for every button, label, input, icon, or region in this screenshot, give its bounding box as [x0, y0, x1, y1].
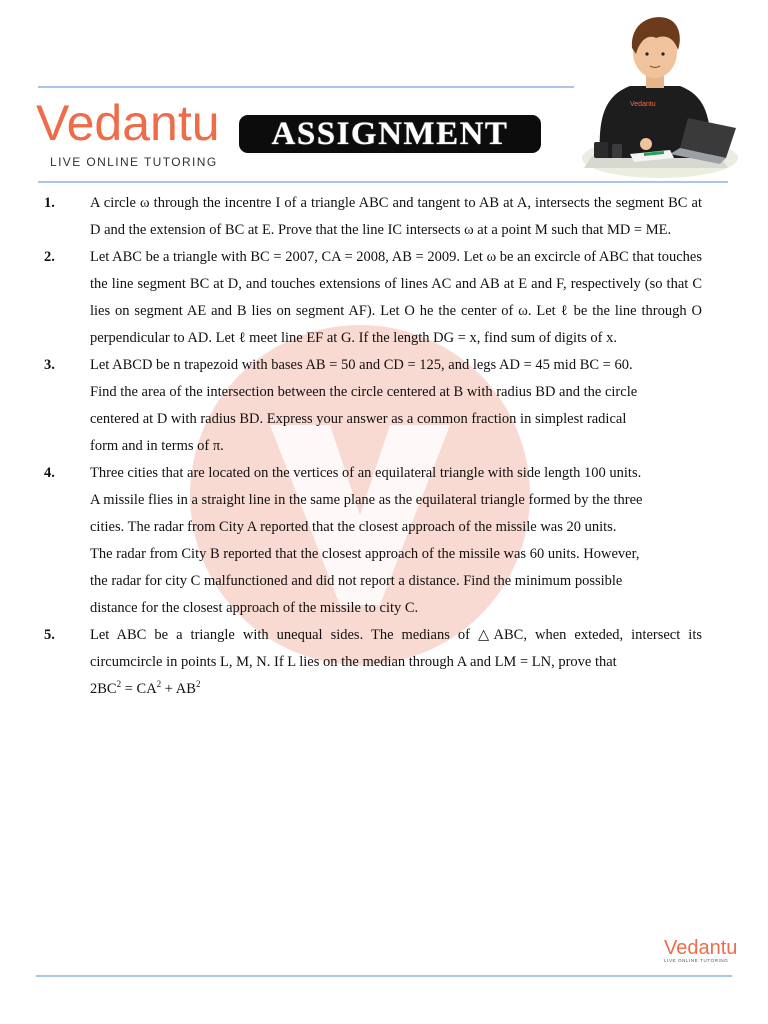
- problem-text: Let ABC be a triangle with BC = 2007, CA = 2008, AB = 2009. Let ω be an excircle of ABC that touches the line segment BC at D, and touches extensions of lines AC and AB at E and F, respectively (so that C lies on segment AE and B lies on segment AF). Let O he the center of ω. Let ℓ be the line through O perpendicular to AD. Let ℓ meet line EF at G. If the length DG = x, find sum of digits of x.: [90, 249, 702, 346]
- problem-line: Let ABCD be n trapezoid with bases AB = 50 and CD = 125, and legs AD = 45 mid BC = 60.: [90, 357, 633, 373]
- formula-plus: + AB: [161, 681, 196, 697]
- formula-equals: = CA: [121, 681, 157, 697]
- problem-number: 2.: [44, 249, 55, 265]
- formula-exponent: 2: [116, 679, 122, 690]
- problem-number: 3.: [44, 357, 55, 373]
- svg-text:Vedantu: Vedantu: [630, 101, 656, 108]
- problem-line: The radar from City B reported that the closest approach of the missile was 60 units. However,: [90, 546, 640, 562]
- problem-line: Find the area of the intersection between the circle centered at B with radius BD and the circle: [90, 384, 638, 400]
- problem-line: centered at D with radius BD. Express your answer as a common fraction in simplest radical: [90, 411, 627, 427]
- problem-2: [44, 244, 702, 352]
- problem-line: the radar for city C malfunctioned and did not report a distance. Find the minimum possible: [90, 573, 623, 589]
- problem-number: 1.: [44, 195, 55, 211]
- assignment-badge: ASSIGNMENT: [239, 115, 541, 153]
- problem-line: distance for the closest approach of the missile to city C.: [90, 600, 419, 616]
- vedantu-logo: Vedantu: [36, 95, 220, 151]
- problem-line: form and in terms of π.: [90, 438, 224, 454]
- student-illustration: [570, 8, 742, 180]
- problem-number: 4.: [44, 465, 55, 481]
- problem-line: cities. The radar from City A reported that the closest approach of the missile was 20 units.: [90, 519, 617, 535]
- footer-rule: [36, 975, 732, 977]
- problem-text: A circle ω through the incentre I of a triangle ABC and tangent to AB at A, intersects the segment BC at D and the extension of BC at E. Prove that the line IC intersects ω at a point M such that MD = ME.: [90, 195, 702, 238]
- problem-text: Let ABC be a triangle with unequal sides. The medians of △ABC, when exteded, intersect its circumcircle in points L, M, N. If L lies on the median through A and LM = LN, prove that: [90, 627, 702, 670]
- problem-line: A missile flies in a straight line in the same plane as the equilateral triangle formed by the three: [90, 492, 643, 508]
- problem-4: [44, 460, 702, 622]
- header-bottom-rule: [38, 181, 728, 183]
- footer-tagline: LIVE ONLINE TUTORING: [664, 958, 729, 963]
- problem-formula: [90, 676, 702, 703]
- formula-exponent: 2: [195, 679, 201, 690]
- problem-1: [44, 190, 702, 244]
- footer-brand: Vedantu: [664, 937, 738, 959]
- problem-5: [44, 622, 702, 703]
- assignment-content: [44, 190, 702, 703]
- logo-tagline: LIVE ONLINE TUTORING: [50, 155, 218, 169]
- problem-line: Three cities that are located on the vertices of an equilateral triangle with side length 100 units.: [90, 465, 642, 481]
- footer-logo: [664, 937, 738, 968]
- problem-3: [44, 352, 702, 460]
- formula-exponent: 2: [156, 679, 162, 690]
- formula-lhs: 2BC: [90, 681, 117, 697]
- problem-number: 5.: [44, 627, 55, 643]
- header-top-rule: [38, 86, 574, 88]
